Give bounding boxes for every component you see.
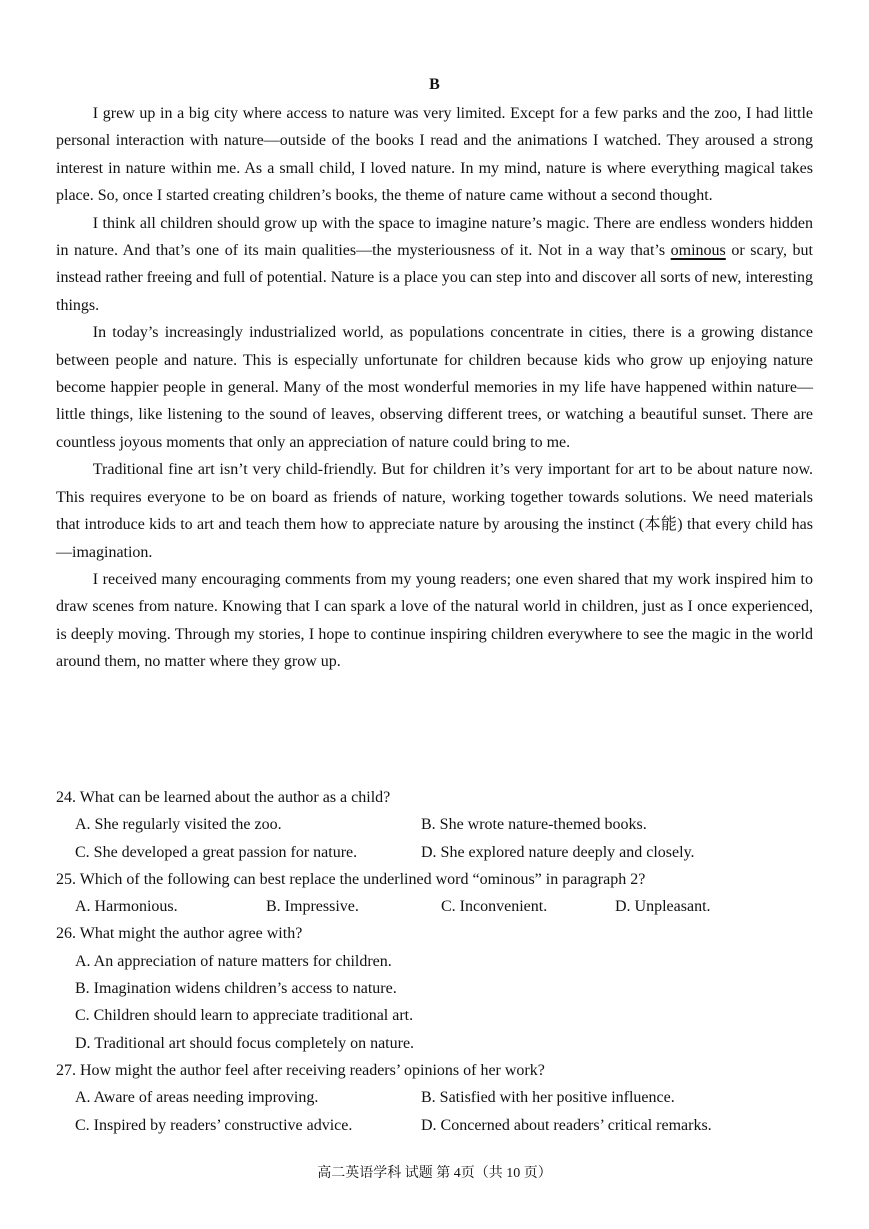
underlined-word: ominous bbox=[670, 242, 726, 260]
options-row bbox=[56, 1084, 813, 1111]
paragraph-4: Traditional fine art isn’t very child-friendly. But for children it’s very important for art to be about nature now. This requires everyone to be on board as friends of nature, working together towards solutions. We need materials that introduce kids to art and teach them how to appreciate nature by arousing the instinct (本能) that every child has—imagination. bbox=[56, 461, 813, 561]
question-26 bbox=[56, 920, 813, 1056]
paragraph-3: In today’s increasingly industrialized world, as populations concentrate in cities, there is a growing distance between people and nature. This is especially unfortunate for children because kids who grow up enjoying nature become happier people in general. Many of the most wonderful memories in my life have happened within nature—little things, like listening to the sound of leaves, observing different trees, or watching a beautiful sunset. There are countless joyous moments that only an appreciation of nature could bring to me. bbox=[56, 324, 813, 451]
option-b[interactable]: B. She wrote nature-themed books. bbox=[421, 816, 647, 834]
option-c[interactable]: C. Children should learn to appreciate traditional art. bbox=[75, 1007, 414, 1025]
option-c[interactable]: C. Inconvenient. bbox=[441, 898, 548, 916]
option-c[interactable]: C. Inspired by readers’ constructive advice. bbox=[75, 1116, 353, 1134]
paragraph-2 bbox=[56, 210, 813, 320]
option-d[interactable]: D. Unpleasant. bbox=[615, 898, 711, 916]
option-c[interactable]: C. She developed a great passion for nature. bbox=[75, 843, 358, 861]
question-stem: 26. What might the author agree with? bbox=[56, 925, 303, 943]
option-b[interactable]: B. Impressive. bbox=[266, 898, 359, 916]
options-row bbox=[56, 1112, 813, 1139]
option-d[interactable]: D. She explored nature deeply and closely. bbox=[421, 843, 695, 861]
reading-passage bbox=[56, 100, 813, 676]
question-stem: 25. Which of the following can best replace the underlined word “ominous” in paragraph 2? bbox=[56, 870, 646, 888]
question-27 bbox=[56, 1057, 813, 1139]
question-25 bbox=[56, 866, 813, 921]
option-a[interactable]: A. Harmonious. bbox=[75, 898, 178, 916]
paragraph-2-text-after: or scary, but instead rather freeing and full of potential. Nature is a place you can step into and discover all sorts of new, interesting things. bbox=[56, 242, 813, 314]
page-footer: 高二英语学科 试题 第 4页（共 10 页） bbox=[317, 1166, 552, 1181]
question-stem: 24. What can be learned about the author as a child? bbox=[56, 789, 391, 806]
paragraph-2-text-before: I think all children should grow up with the space to imagine nature’s magic. There are endless wonders hidden in nature. And that’s one of its main qualities—the mysteriousness of it. Not in a way that’s bbox=[56, 214, 813, 260]
question-24 bbox=[56, 784, 813, 866]
option-b[interactable]: B. Imagination widens children’s access to nature. bbox=[75, 980, 397, 998]
question-stem: 27. How might the author feel after receiving readers’ opinions of her work? bbox=[56, 1061, 545, 1079]
option-b[interactable]: B. Satisfied with her positive influence. bbox=[421, 1089, 675, 1107]
questions-section bbox=[56, 784, 813, 1139]
option-d[interactable]: D. Traditional art should focus completely on nature. bbox=[75, 1034, 415, 1052]
options-row bbox=[56, 839, 813, 866]
section-title: B bbox=[429, 76, 440, 93]
option-a[interactable]: A. An appreciation of nature matters for children. bbox=[75, 952, 392, 970]
option-a[interactable]: A. She regularly visited the zoo. bbox=[75, 816, 282, 834]
options-row bbox=[56, 893, 813, 920]
option-d[interactable]: D. Concerned about readers’ critical remarks. bbox=[421, 1116, 712, 1134]
options-row bbox=[56, 811, 813, 838]
option-a[interactable]: A. Aware of areas needing improving. bbox=[75, 1089, 319, 1107]
paragraph-5: I received many encouraging comments from my young readers; one even shared that my work inspired him to draw scenes from nature. Knowing that I can spark a love of the natural world in children, just as I once experienced, is deeply moving. Through my stories, I hope to continue inspiring children everywhere to see the magic in the world around them, no matter where they grow up. bbox=[56, 570, 813, 671]
paragraph-1: I grew up in a big city where access to nature was very limited. Except for a few parks and the zoo, I had little personal interaction with nature—outside of the books I read and the animations I watched. They aroused a strong interest in nature within me. As a small child, I loved nature. In my mind, nature is where everything magical takes place. So, once I started creating children’s books, the theme of nature came without a second thought. bbox=[56, 105, 813, 205]
